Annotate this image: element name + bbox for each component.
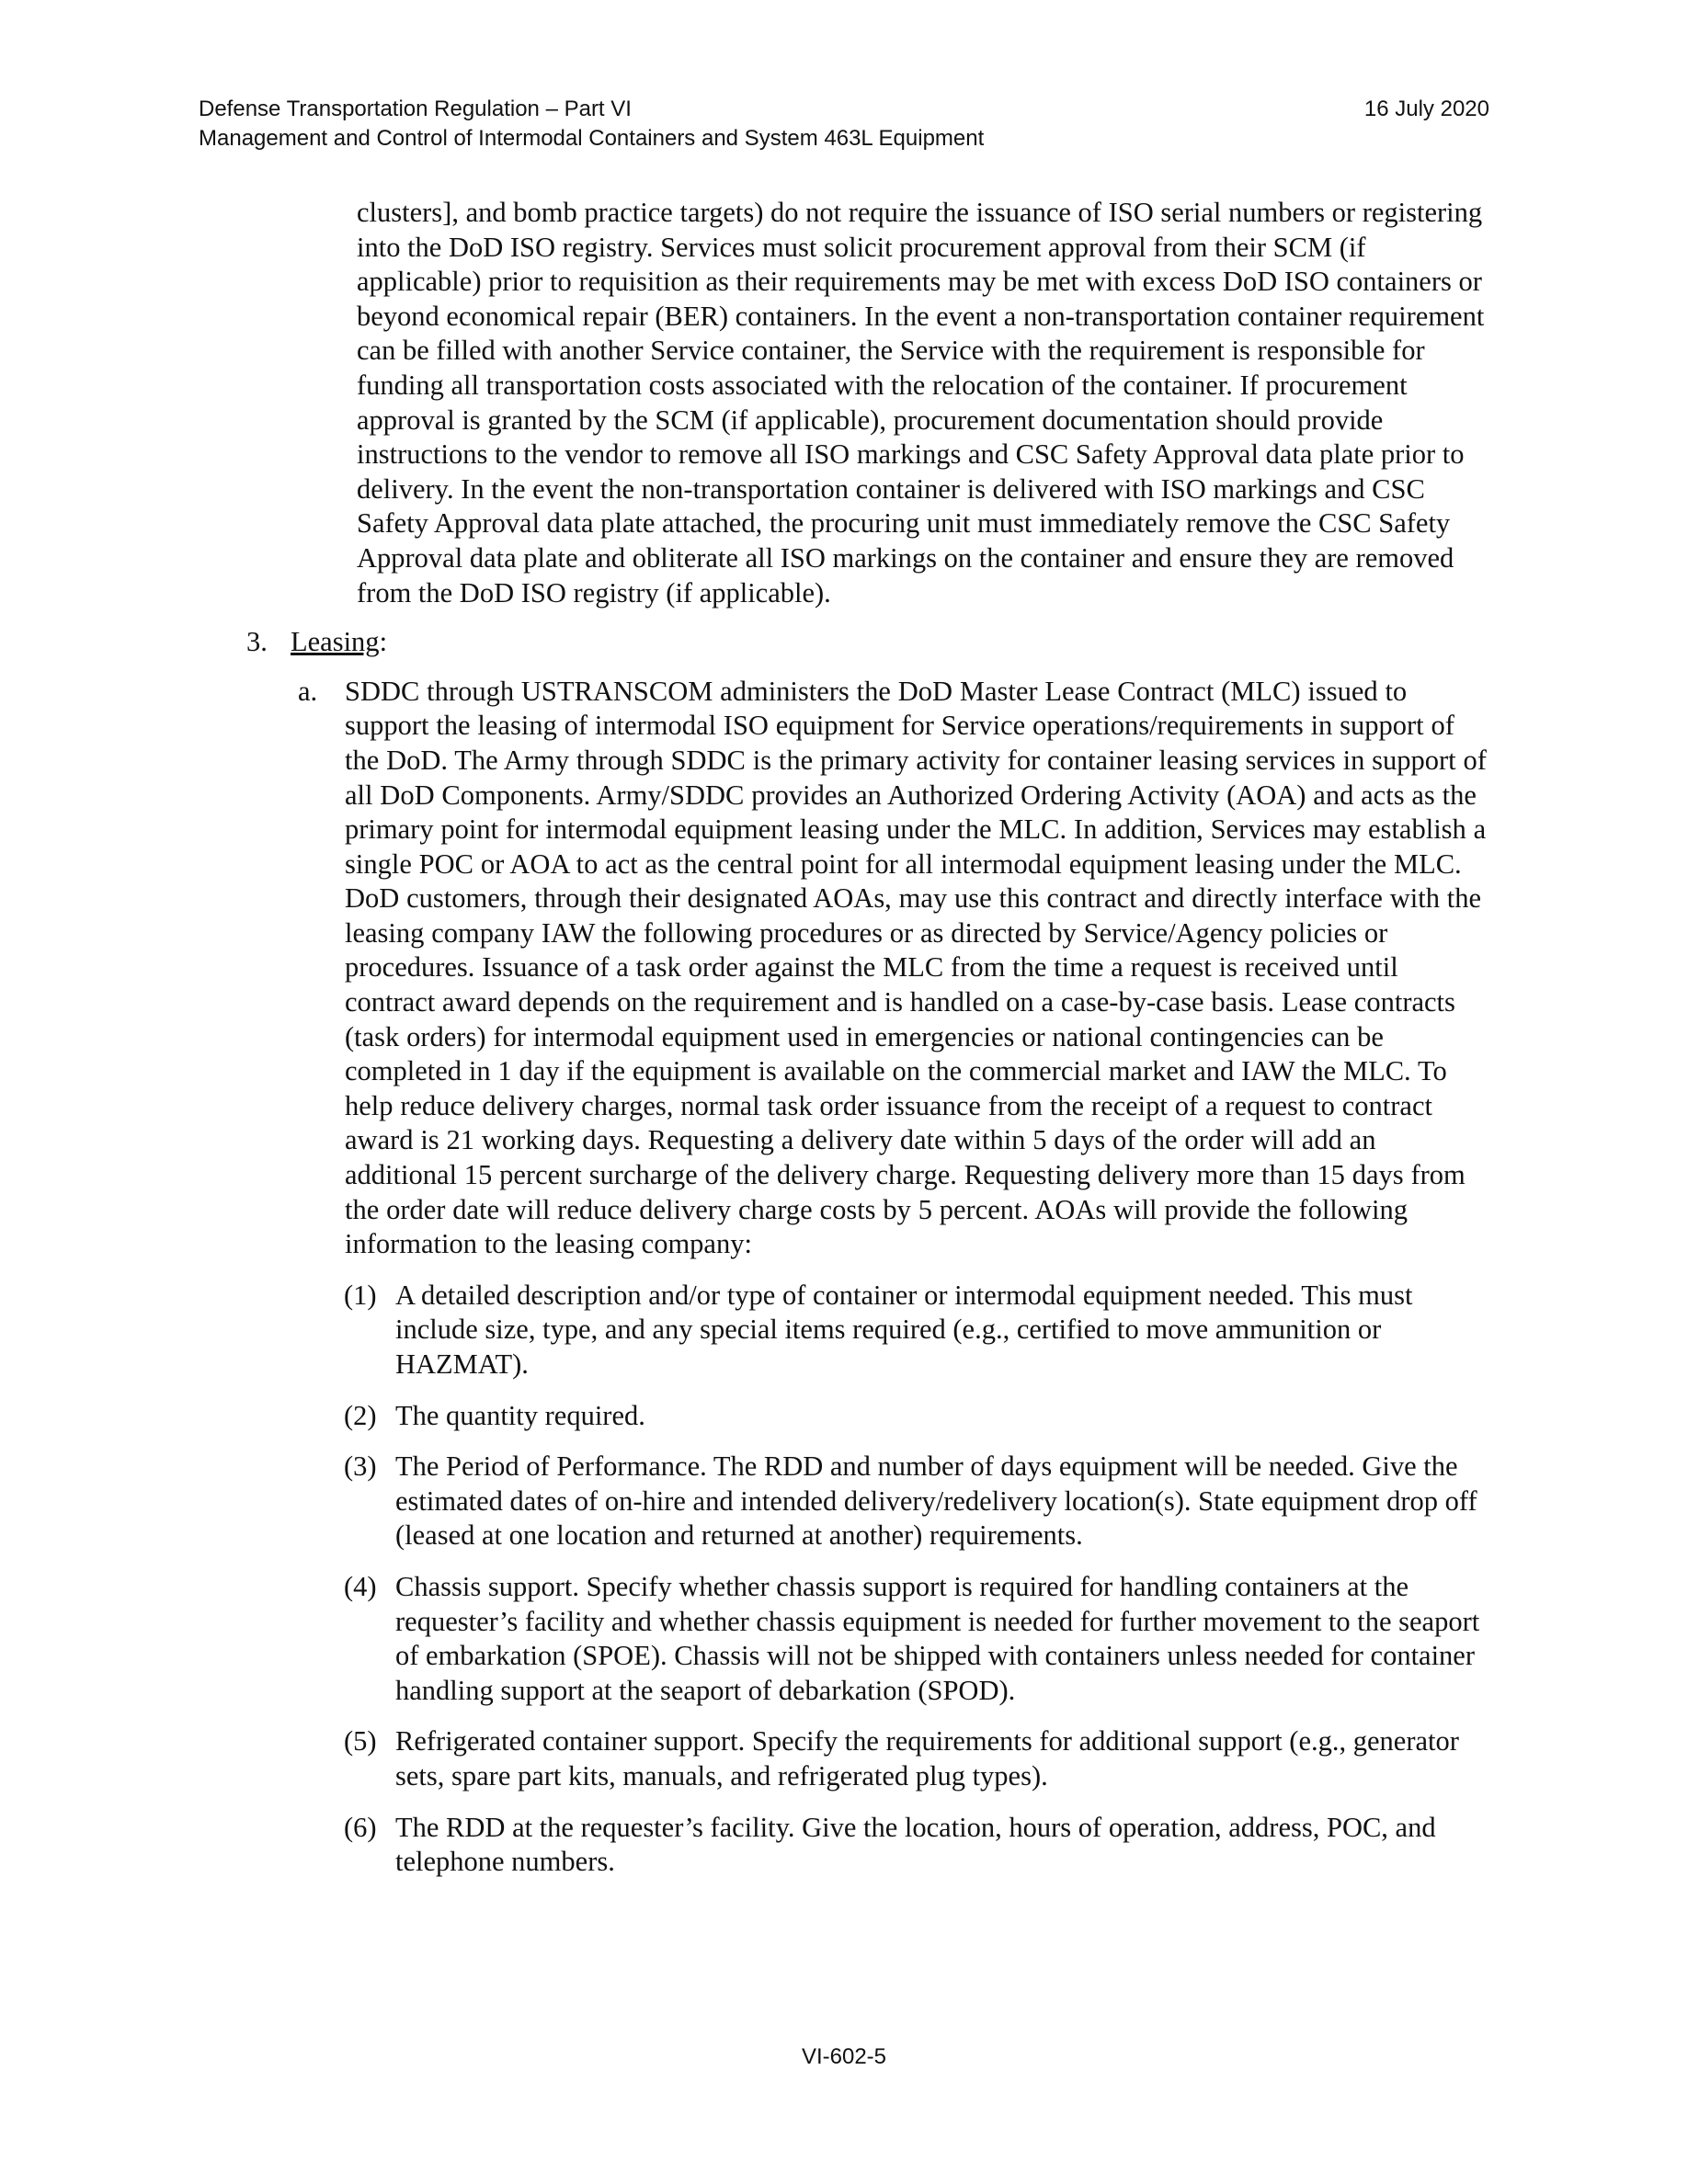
sub-item-number: (4) [344,1570,377,1602]
page-number: VI-602-5 [801,2044,887,2069]
item-text: SDDC through USTRANSCOM administers the DoD Master Lease Contract (MLC) issued to support the leasing of intermodal ISO equipment for Service operations/requirements in support of the DoD. The Army through SDDC is the primary activity for container leasing services in support of all DoD Components. Army/SDDC provides an Authorized Ordering Activity (AOA) and acts as the primary point for intermodal equipment leasing under the MLC. In addition, Services may establish a single POC or AOA to act as the central point for all intermodal equipment leasing under the MLC. DoD customers, through their designated AOAs, may use this contract and directly interface with the leasing company IAW the following procedures or as directed by Service/Agency policies or procedures. Issuance of a task order against the MLC from the time a request is received until contract award depends on the requirement and is handled on a case-by-case basis. Lease contracts (task orders) for intermodal equipment used in emergencies or national contingencies can be completed in 1 day if the equipment is available on the commercial market and IAW the MLC. To help reduce delivery charges, normal task order issuance from the receipt of a request to contract award is 21 working days. Requesting a delivery date within 5 days of the order will add an additional 15 percent surcharge of the delivery charge. Requesting delivery more than 15 days from the order date will reduce delivery charge costs by 5 percent. AOAs will provide the following information to the leasing company: [345,675,1487,1260]
sub-item-1 [344,1279,1489,1382]
document-title: Defense Transportation Regulation – Part VI [199,97,632,121]
sub-item-number: (2) [344,1399,377,1431]
continuation-paragraph: clusters], and bomb practice targets) do not require the issuance of ISO serial numbers or registering into the DoD ISO registry. Services must solicit procurement approval from their SCM (if applicable) prior to requisition as their requirements may be met with excess DoD ISO containers or beyond economical repair (BER) containers. In the event a non-transportation container requirement can be filled with another Service container, the Service with the requirement is responsible for funding all transportation costs associated with the relocation of the container. If procurement approval is granted by the SCM (if applicable), procurement documentation should provide instructions to the vendor to remove all ISO markings and CSC Safety Approval data plate prior to delivery. In the event the non-transportation container is delivered with ISO markings and CSC Safety Approval data plate attached, the procuring unit must immediately remove the CSC Safety Approval data plate and obliterate all ISO markings on the container and ensure they are removed from the DoD ISO registry (if applicable). [357,197,1485,609]
sub-item-number: (3) [344,1450,377,1483]
sub-item-text: The RDD at the requester’s facility. Give the location, hours of operation, address, POC, and telephone numbers. [395,1811,1436,1878]
document-date: 16 July 2020 [1363,97,1489,121]
page-header [199,95,1489,154]
section-colon: : [379,626,388,658]
section-number: 3. [246,626,268,658]
sub-item-text: Refrigerated container support. Specify the requirements for additional support (e.g., generator sets, spare part kits, manuals, and refrigerated plug types). [395,1725,1459,1792]
page-footer [0,2042,1688,2072]
sub-item-6 [344,1811,1489,1880]
sub-item-text: The quantity required. [395,1399,645,1431]
list-item-a [199,675,1489,1262]
document-body [199,196,1489,1880]
sub-item-number: (1) [344,1279,377,1311]
sub-item-2 [344,1399,1489,1434]
sub-item-number: (5) [344,1725,377,1757]
document-subtitle: Management and Control of Intermodal Containers and System 463L Equipment [199,126,985,151]
sub-item-text: The Period of Performance. The RDD and number of days equipment will be needed. Give the estimated dates of on-hire and intended delivery/redelivery location(s). State equipment drop off (leased at one location and returned at another) requirements. [395,1450,1477,1552]
section-heading [199,625,1489,660]
sub-item-4 [344,1570,1489,1708]
sub-item-number: (6) [344,1811,377,1843]
sub-item-text: Chassis support. Specify whether chassis support is required for handling containers at the requester’s facility and whether chassis equipment is needed for further movement to the seaport of embarkation (SPOE). Chassis will not be shipped with containers unless needed for container handling support at the seaport of debarkation (SPOD). [395,1570,1480,1706]
sub-item-3 [344,1450,1489,1553]
section-title: Leasing [291,626,380,658]
sub-item-text: A detailed description and/or type of container or intermodal equipment needed. This must include size, type, and any special items required (e.g., certified to move ammunition or HAZMAT). [395,1279,1413,1380]
item-letter: a. [298,675,318,707]
sub-item-5 [344,1724,1489,1793]
